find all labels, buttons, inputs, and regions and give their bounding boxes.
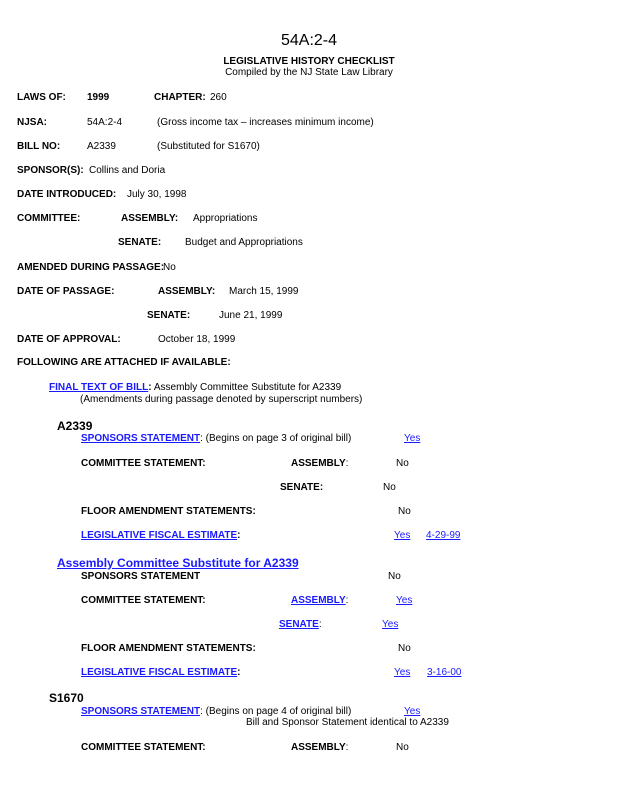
date-introduced-value: July 30, 1998 xyxy=(127,189,187,200)
s1670-assembly-row xyxy=(291,742,348,754)
committee-assembly-label: ASSEMBLY: xyxy=(121,213,179,224)
acs-assembly-row xyxy=(291,595,348,607)
s1670-sponsors-link[interactable]: SPONSORS STATEMENT xyxy=(81,706,201,717)
a2339-committee-label: COMMITTEE STATEMENT: xyxy=(81,458,206,469)
committee-label: COMMITTEE: xyxy=(17,213,81,224)
final-text-description: Assembly Committee Substitute for A2339 xyxy=(153,382,342,393)
s1670-sponsors-yes-link[interactable]: Yes xyxy=(404,706,421,717)
laws-of-label: LAWS OF: xyxy=(17,92,66,103)
final-text-link[interactable]: FINAL TEXT OF BILL xyxy=(49,382,149,393)
amended-value: No xyxy=(163,262,176,273)
passage-senate-label: SENATE: xyxy=(147,310,191,321)
acs-fiscal-yes-link[interactable]: Yes xyxy=(394,667,411,678)
date-approval-value: October 18, 1999 xyxy=(158,334,236,345)
acs-assembly-yes-link[interactable]: Yes xyxy=(396,595,413,606)
acs-floor-value: No xyxy=(398,643,411,654)
a2339-floor-value: No xyxy=(398,506,411,517)
s1670-assembly-colon: : xyxy=(345,742,349,753)
passage-senate-value: June 21, 1999 xyxy=(219,310,283,321)
bill-no-label: BILL NO: xyxy=(17,141,61,152)
njsa-value: 54A:2-4 xyxy=(87,117,123,128)
page-title: 54A:2-4 xyxy=(280,32,338,49)
acs-sponsors-value: No xyxy=(388,571,401,582)
final-text-note: (Amendments during passage denoted by superscript numbers) xyxy=(80,394,363,405)
a2339-fiscal-row xyxy=(81,530,240,542)
final-text-row xyxy=(49,382,341,394)
a2339-floor-label: FLOOR AMENDMENT STATEMENTS: xyxy=(81,506,256,517)
date-introduced-label: DATE INTRODUCED: xyxy=(17,189,117,200)
acs-senate-colon: : xyxy=(318,619,322,630)
acs-fiscal-colon: : xyxy=(237,667,241,678)
a2339-assembly-row xyxy=(291,458,348,470)
date-approval-label: DATE OF APPROVAL: xyxy=(17,334,121,345)
acs-senate-row xyxy=(279,619,322,631)
final-text-colon: : xyxy=(148,382,152,393)
acs-assembly-colon: : xyxy=(345,595,349,606)
a2339-sponsors-row xyxy=(81,433,351,445)
s1670-sponsors-note: : (Begins on page 4 of original bill) xyxy=(200,706,352,717)
a2339-heading: A2339 xyxy=(57,419,93,433)
acs-fiscal-row xyxy=(81,667,240,679)
bill-no-description: (Substituted for S1670) xyxy=(157,141,260,152)
s1670-assembly-label: ASSEMBLY xyxy=(291,742,346,753)
a2339-senate-label: SENATE: xyxy=(280,482,324,493)
a2339-senate-value: No xyxy=(383,482,396,493)
checklist-subtitle: LEGISLATIVE HISTORY CHECKLIST xyxy=(223,56,395,67)
a2339-assembly-label: ASSEMBLY xyxy=(291,458,346,469)
njsa-label: NJSA: xyxy=(17,117,48,128)
acs-senate-yes-link[interactable]: Yes xyxy=(382,619,399,630)
committee-senate-label: SENATE: xyxy=(118,237,162,248)
sponsors-label: SPONSOR(S): xyxy=(17,165,84,176)
a2339-fiscal-date-link[interactable]: 4-29-99 xyxy=(426,530,461,541)
a2339-sponsors-link[interactable]: SPONSORS STATEMENT xyxy=(81,433,201,444)
s1670-heading: S1670 xyxy=(49,691,84,705)
bill-no-value: A2339 xyxy=(87,141,116,152)
sponsors-value: Collins and Doria xyxy=(89,165,166,176)
njsa-description: (Gross income tax – increases minimum income) xyxy=(157,117,374,128)
compiled-by: Compiled by the NJ State Law Library xyxy=(225,67,393,78)
acs-floor-label: FLOOR AMENDMENT STATEMENTS: xyxy=(81,643,256,654)
acs-assembly-link[interactable]: ASSEMBLY xyxy=(291,595,346,606)
acs-fiscal-link[interactable]: LEGISLATIVE FISCAL ESTIMATE xyxy=(81,667,238,678)
laws-of-value: 1999 xyxy=(87,92,110,103)
s1670-committee-label: COMMITTEE STATEMENT: xyxy=(81,742,206,753)
acs-sponsors-label: SPONSORS STATEMENT xyxy=(81,571,201,582)
chapter-label: CHAPTER: xyxy=(154,92,206,103)
s1670-identical-note: Bill and Sponsor Statement identical to A2339 xyxy=(246,717,449,728)
passage-assembly-label: ASSEMBLY: xyxy=(158,286,216,297)
amended-label: AMENDED DURING PASSAGE: xyxy=(17,262,165,273)
a2339-fiscal-yes-link[interactable]: Yes xyxy=(394,530,411,541)
a2339-fiscal-colon: : xyxy=(237,530,241,541)
acs-fiscal-date-link[interactable]: 3-16-00 xyxy=(427,667,462,678)
committee-assembly-value: Appropriations xyxy=(193,213,258,224)
a2339-fiscal-link[interactable]: LEGISLATIVE FISCAL ESTIMATE xyxy=(81,530,238,541)
passage-assembly-value: March 15, 1999 xyxy=(229,286,299,297)
date-passage-label: DATE OF PASSAGE: xyxy=(17,286,115,297)
acs-heading-link[interactable]: Assembly Committee Substitute for A2339 xyxy=(57,556,299,570)
acs-senate-link[interactable]: SENATE xyxy=(279,619,319,630)
a2339-assembly-value: No xyxy=(396,458,409,469)
a2339-sponsors-yes-link[interactable]: Yes xyxy=(404,433,421,444)
following-attached-label: FOLLOWING ARE ATTACHED IF AVAILABLE: xyxy=(17,357,231,368)
a2339-sponsors-note: : (Begins on page 3 of original bill) xyxy=(200,433,352,444)
acs-committee-label: COMMITTEE STATEMENT: xyxy=(81,595,206,606)
chapter-value: 260 xyxy=(210,92,227,103)
committee-senate-value: Budget and Appropriations xyxy=(185,237,303,248)
s1670-assembly-value: No xyxy=(396,742,409,753)
a2339-assembly-colon: : xyxy=(345,458,349,469)
